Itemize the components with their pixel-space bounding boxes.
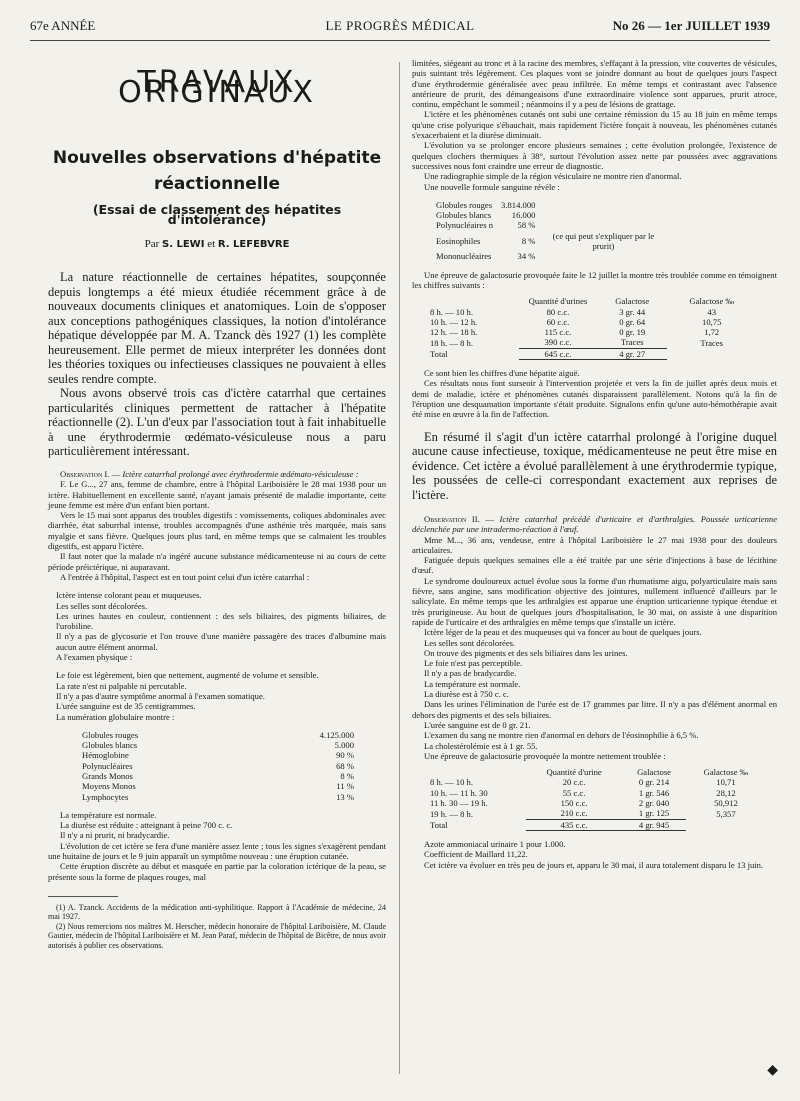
paragraph: Ces résultats nous font surseoir à l'intervention projetée et vers la fin de juillet après deux mois et demi de maladie, ictère et phénomènes cutanés disparaissent parallèlement. Notons qu'à la fin de l'éruption une desquamation importante s'était produite. Signalons enfin qu'une auto-hémothérapie avait été mise en œuvre à la fin de l'affection. [412, 378, 777, 420]
cell: 10 h. — 12 h. [430, 316, 478, 327]
observation-title: Ictère catarrhal précédé d'urticaire et d'arthralgies. Poussée urticarienne déclenchée par une intradermo-réaction à l'œuf. [412, 514, 778, 535]
paragraph: Le syndrome douloureux actuel évolue sous la forme d'un rhumatisme aigu, polyarticulaire mais sans fièvre, sans angine, sans modification objective des jointures, nullement influencé d'ailleurs par le salicylate. En même temps que les arthralgies est apparue une éruption urticarienne typique étendue et très prurigineuse. Au bout de quelques jours d'hospitalisation, le 30 mai, on assiste à une disparition rapide de l'urticaire et des arthralgies en même temps que s'installe un ictère. [412, 575, 777, 627]
footnote-rule [48, 896, 118, 897]
finding: Il n'y a pas de glycosurie et l'on trouve d'une manière passagère des traces d'albumine mais aucun autre élément anormal. [56, 631, 386, 652]
cell: 10,71 [716, 777, 736, 788]
right-column [412, 58, 777, 870]
cell-value: 58 % [517, 220, 536, 231]
cell-label: Polynucléaires [82, 760, 133, 771]
cell: 0 gr. 64 [619, 316, 646, 327]
table-row [426, 317, 756, 327]
article-subtitle: (Essai de classement des hépatites d'intolérance) [92, 201, 342, 227]
observation-1-heading: Observation I. — Ictère catarrhal prolongé avec érythrodermie œdémato-vésiculeuse : [60, 468, 359, 479]
cell: 80 c.c. [546, 306, 570, 317]
cell: 3 gr. 44 [619, 306, 646, 317]
column-header: Galactose ‰ [703, 767, 749, 778]
cell-label: Globules rouges [82, 729, 139, 740]
cell: Total [430, 819, 448, 830]
footnotes [48, 903, 386, 951]
paragraph: Cette éruption discrète au début et masquée en partie par la coloration ictérique de la peau, se présente sous la forme de plaques rouges, mal [48, 861, 386, 882]
cell: 150 c.c. [560, 798, 588, 809]
table-row [432, 200, 667, 210]
cell: 60 c.c. [546, 316, 570, 327]
cell-label: Lymphocytes [82, 791, 129, 802]
cell-value: 4.125.000 [319, 729, 354, 740]
cell: 210 c.c. [526, 808, 622, 819]
cell-value: 16.000 [511, 210, 536, 221]
paragraph: Cet ictère va évoluer en très peu de jours et, apparu le 30 mai, il aura totalement disparu le 13 juin. [424, 859, 764, 870]
observation-label: Observation II. [424, 514, 480, 524]
table-row [78, 740, 358, 750]
observation-1-continued [412, 58, 777, 192]
paragraph: Fatiguée depuis quelques semaines elle a été traitée par une série d'injections à base de lécithine d'œuf. [412, 555, 777, 576]
table-row [78, 761, 358, 771]
by-label: Par [144, 238, 160, 251]
cell-value: 90 % [336, 750, 354, 761]
cell-value: 5.000 [334, 740, 354, 751]
paragraph: F. Le G..., 27 ans, femme de chambre, entre à l'hôpital Lariboisière le 28 mai 1938 pour un ictère. Habituellement en excellente santé, n'ayant jamais présenté de maladie importante, cette jeune femme est mère d'un enfant bien portant. [48, 479, 386, 510]
cell-note [539, 210, 667, 220]
table-row [426, 307, 756, 317]
cell-label: Eosinophiles [436, 235, 481, 246]
table-row [432, 220, 667, 230]
table-row [426, 337, 756, 348]
title-line-2: réactionnelle [153, 173, 280, 194]
cell: 20 c.c. [562, 777, 586, 788]
observation-1-conclusion [412, 368, 777, 419]
cell: 435 c.c. [526, 819, 622, 830]
blood-count-table [78, 730, 358, 802]
finding: Les urines hautes en couleur, contiennent : des sels biliaires, des pigments biliaires, de l'urobiline. [56, 610, 386, 632]
cell-note [539, 200, 667, 210]
paragraph: L'urée sanguine est de 0 gr. 21. [424, 719, 531, 730]
cell-value: 11 % [336, 781, 354, 792]
paragraph: Le foie n'est pas perceptible. [424, 658, 523, 669]
observation-1-body [48, 479, 386, 582]
intro-paragraph: Nous avons observé trois cas d'ictère catarrhal que certaines particularités cliniques permettent de rattacher à l'hépatite réactionnelle (2). L'un d'eux par l'association tout à fait inhabituelle à une érythrodermie œdémato-vésiculeuse nous a paru particulièrement intéressant. [48, 386, 386, 459]
column-header [426, 296, 519, 306]
column-header: Quantité d'urine [546, 767, 602, 778]
cell: 1,72 [704, 327, 720, 338]
section-title: TRAVAUX ORIGINAUX [118, 65, 316, 111]
cell-value: 34 % [517, 251, 536, 262]
finding: La rate n'est ni palpable ni percutable. [56, 680, 187, 691]
paragraph: Azote ammoniacal urinaire 1 pour 1.000. [424, 838, 566, 849]
cell: 4 gr. 27 [597, 348, 667, 359]
footnote: (1) A. Tzanck. Accidents de la médication anti-syphilitique. Rapport à l'Académie de médecine, 24 mai 1927. [48, 902, 386, 922]
paragraph: Une épreuve de galactosurie provoquée la montre nettement troublée : [424, 750, 666, 761]
author-1: S. LEWI [162, 239, 205, 251]
cell: 0 gr. 19 [619, 327, 646, 338]
cell: 1 gr. 125 [622, 808, 686, 819]
cell: 0 gr. 214 [638, 777, 670, 788]
table-row [426, 327, 756, 337]
finding: La numération globulaire montre : [56, 711, 175, 722]
blood-count-table-2 [432, 200, 667, 262]
paragraph: Il n'y a ni prurit, ni bradycardie. [60, 830, 170, 841]
finding: Il n'y a pas d'autre symptôme anormal à l'examen somatique. [56, 690, 265, 701]
cell-value: 68 % [336, 760, 354, 771]
observation-2-body [412, 535, 777, 762]
table-row [432, 251, 667, 261]
observation-2-heading: Observation II. — Ictère catarrhal précédé d'urticaire et d'arthralgies. Poussée urticarienne déclenchée par une intradermo-réaction à l'œuf. [412, 514, 778, 535]
finding: Les selles sont décolorées. [56, 600, 148, 611]
finding: A l'examen physique : [56, 652, 133, 663]
paragraph: L'évolution va se prolonger encore plusieurs semaines ; cette évolution prolongée, l'existence de quelques clochers thermiques à 38°, surtout l'évolution assez nette par poussées avec aggravations successives nous font craindre une erreur de diagnostic. [412, 140, 777, 171]
paragraph: Une épreuve de galactosurie provoquée faite le 12 juillet la montre très troublée comme en témoignent les chiffres suivants : [412, 269, 777, 290]
diamond-ornament-icon: ◆ [767, 1063, 778, 1078]
paragraph: La température est normale. [424, 678, 521, 689]
column-divider [399, 62, 400, 1074]
paragraph: Dans les urines l'élimination de l'urée est de 17 grammes par litre. Il n'y a pas d'élément anormal en dehors des pigments et des sels biliaires. [412, 699, 777, 720]
table-row [78, 781, 358, 791]
table-row [78, 730, 358, 740]
cell-note [539, 220, 667, 230]
cell: 11 h. 30 — 19 h. [430, 798, 488, 809]
issue-year: 67e ANNÉE [30, 18, 96, 33]
cell: Traces [700, 337, 724, 348]
and-label: et [207, 238, 216, 251]
issue-number-date: No 26 — 1er JUILLET 1939 [612, 18, 770, 33]
cell-label: Globules blancs [436, 210, 492, 221]
paragraph: On trouve des pigments et des sels biliaires dans les urines. [424, 647, 628, 658]
cell: Total [430, 348, 448, 359]
title-line-1: Nouvelles observations d'hépatite [52, 147, 382, 168]
table-total-row [426, 819, 766, 830]
cell: 28,12 [716, 787, 736, 798]
cell: 1 gr. 546 [638, 787, 670, 798]
cell: 2 gr. 040 [638, 798, 670, 809]
column-header: Galactose [615, 296, 650, 307]
summary-paragraph: En résumé il s'agit d'un ictère catarrhal prolongé à l'origine duquel aucune cause infectieuse, toxique, médicamenteuse ne peut être mise en évidence. Cet ictère a évolué parallèlement à une érythrodermie typique, les poussées de celle-ci correspondant exactement aux reprises de l'ictère. [412, 429, 777, 502]
table-row [78, 771, 358, 781]
table-row [426, 788, 766, 798]
cell: 4 gr. 945 [622, 819, 686, 830]
paragraph: Vers le 15 mai sont apparus des troubles digestifs : vomissements, coliques abdominales avec diarrhée, état saburrhal intense, troubles accompagnés d'une asthénie très marquée, mais sans myalgie et sans fièvre. Quelques jours plus tard, en même temps que se calmaient les troubles digestifs, est apparu l'ictère. [48, 510, 386, 552]
paragraph: Il faut noter que la malade n'a ingéré aucune substance médicamenteuse ni au cours de cette période préictérique, ni auparavant. [48, 551, 386, 572]
table-row [432, 231, 667, 252]
cell-label: Moyens Monos [82, 781, 136, 792]
column-header: Galactose ‰ [689, 296, 735, 307]
table-header-row [426, 767, 766, 777]
footnote: (2) Nous remercions nos maîtres M. Herscher, médecin honoraire de l'hôpital Lariboisière, M. Claude Gautier, médecin de l'hôpital Lariboisière et M. Jean Paraf, médecin de l'hôpital de Bicêtre, de nous avoir autorisés à publier ces observations. [48, 921, 386, 950]
finding: Le foie est légèrement, bien que nettement, augmenté de volume et sensible. [56, 670, 319, 681]
finding: L'urée sanguine est de 35 centigrammes. [56, 701, 196, 712]
cell: Traces [597, 337, 667, 348]
galactose-table-1 [426, 296, 756, 360]
cell-value: 13 % [336, 791, 354, 802]
table-row [78, 750, 358, 760]
cell: 10,75 [702, 316, 722, 327]
journal-name: LE PROGRÈS MÉDICAL [325, 18, 475, 33]
intro-paragraph: La nature réactionnelle de certaines hépatites, soupçonnée depuis longtemps a été mieux étudiée récemment grâce à de nouveaux documents cliniques et anatomiques. Loin de s'opposer aux conceptions pathogéniques classiques, la notion d'intolérance hépatique développée par M. A. Tzanck dès 1927 (1) les complète heureusement. Elle permet de mieux interpréter les données dont les théories toxiques ou infectieuses classiques ne pouvaient à elles seules rendre compte. [48, 270, 386, 386]
cell: 19 h. — 8 h. [430, 808, 473, 819]
left-column [48, 58, 386, 950]
cell: 5,357 [716, 808, 736, 819]
paragraph: Mme M..., 36 ans, vendeuse, entre à l'hôpital Lariboisière le 27 mai 1938 pour des douleurs articulaires. [412, 534, 777, 555]
cell: 8 h. — 10 h. [430, 306, 473, 317]
paragraph: La température est normale. [60, 809, 157, 820]
paragraph: L'ictère et les phénomènes cutanés ont subi une certaine rémission du 15 au 18 juin en même temps qu'une crise polyurique s'ébauchait, mais rapidement l'ictère fonçait à nouveau, les phénomènes cutanés s'exacerbaient et la diurèse diminuait. [412, 109, 777, 141]
paragraph: Les selles sont décolorées. [424, 637, 516, 648]
finding: Ictère intense colorant peau et muqueuses. [56, 590, 202, 601]
observation-2-conclusion [412, 839, 777, 870]
table-row [432, 210, 667, 220]
paragraph: Une radiographie simple de la région vésiculaire ne montre rien d'anormal. [424, 171, 682, 182]
table-total-row [426, 348, 756, 359]
cell: 8 h. — 10 h. [430, 777, 473, 788]
paragraph: A l'entrée à l'hôpital, l'aspect est en tout point celui d'un ictère catarrhal : [60, 571, 310, 582]
cell-label: Mononucléaires [436, 251, 492, 262]
authors [48, 239, 386, 250]
cell [686, 819, 766, 830]
column-header [426, 767, 526, 777]
intro [48, 270, 386, 459]
paragraph: Ce sont bien les chiffres d'une hépatite aiguë. [424, 368, 580, 379]
paragraph: La diurèse est réduite : atteignant à peine 700 c. c. [60, 820, 233, 831]
cell-value: 8 % [340, 771, 354, 781]
table-row [78, 792, 358, 802]
cell: 18 h. — 8 h. [430, 337, 473, 348]
exam-findings [56, 590, 386, 662]
cell-label: Grands Monos [82, 771, 133, 781]
cell: 43 [707, 306, 717, 317]
paragraph: L'examen du sang ne montre rien d'anormal en dehors de l'éosinophilie à 6,5 %. [424, 730, 699, 741]
cell: 12 h. — 18 h. [430, 327, 478, 338]
cell-label: Globules blancs [82, 740, 138, 751]
paragraph: La cholestérolémie est à 1 gr. 55. [424, 740, 538, 751]
paragraph: limitées, siégeant au tronc et à la racine des membres, s'effaçant à la pression, vite couvertes de vésicules, puis suintant très légèrement. Ces plaques vont se joindre donnant au bout de quelques jours l'aspect d'une érythrodermie généralisée avec peau infiltrée. En même temps et contrastant avec l'absence antérieure de prurit, des démangeaisons d'une extraordinaire violence sont apparues, prurit atroce, continu, empêchant le sommeil ; néanmoins il y a peu de lésions de grattage. [412, 58, 777, 110]
physical-findings [56, 670, 386, 721]
cell: 50,912 [714, 798, 738, 809]
cell: 10 h. — 11 h. 30 [430, 787, 488, 798]
galactose-table-2 [426, 767, 766, 831]
table-row [426, 808, 766, 819]
paragraph: Ictère léger de la peau et des muqueuses qui va foncer au bout de quelques jours. [424, 627, 702, 638]
cell-note [539, 251, 667, 261]
paragraph: La diurèse est à 750 c. c. [424, 689, 509, 700]
column-header: Quantité d'urines [528, 296, 588, 307]
paragraph: L'évolution de cet ictère se fera d'une manière assez lente ; tous les signes s'exagèrent pendant une huitaine de jours et le 9 juin apparaît un symptôme nouveau : une éruption cutanée. [48, 840, 386, 862]
paragraph: Une nouvelle formule sanguine révèle : [424, 181, 560, 192]
cell: 55 c.c. [562, 787, 586, 798]
cell: 645 c.c. [519, 348, 597, 359]
observation-title: Ictère catarrhal prolongé avec érythrodermie œdémato-vésiculeuse : [122, 468, 359, 479]
cell: 390 c.c. [519, 337, 597, 348]
observation-1-evolution [48, 810, 386, 882]
observation-label: Observation I. [60, 468, 110, 479]
paragraph: Il n'y a pas de bradycardie. [424, 668, 517, 679]
article-title [48, 145, 386, 197]
author-2: R. LEFEBVRE [217, 239, 290, 251]
cell-value: 3.814.000 [501, 199, 536, 210]
table-header-row [426, 296, 756, 306]
running-header [30, 18, 770, 38]
cell-label: Polynucléaires n [436, 220, 494, 231]
column-header: Galactose [637, 767, 671, 778]
cell-label: Globules rouges [436, 199, 493, 210]
table-row [426, 798, 766, 808]
header-rule [30, 40, 770, 41]
cell: 115 c.c. [544, 327, 572, 338]
cell-note: (ce qui peut s'expliquer par le prurit) [552, 230, 655, 252]
paragraph: Coefficient de Maillard 11,22. [424, 849, 528, 860]
cell-label: Hémoglobine [82, 750, 129, 761]
cell-value: 8 % [521, 235, 536, 246]
table-row [426, 777, 766, 787]
cell [667, 348, 756, 359]
